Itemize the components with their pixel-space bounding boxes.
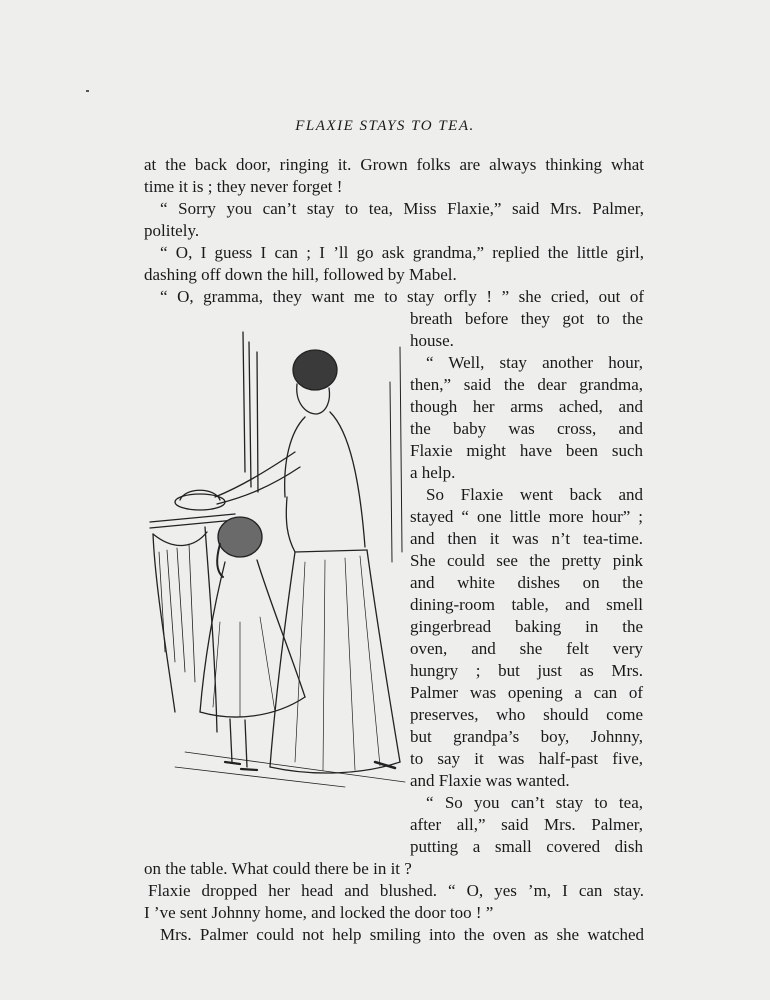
- text-line: “ Sorry you can’t stay to tea, Miss Flaxie,” said Mrs. Palmer,: [160, 199, 644, 218]
- text-line: So Flaxie went back and: [426, 485, 643, 504]
- text-line: a help.: [410, 463, 456, 482]
- text-line: on the table. What could there be in it ?: [144, 859, 412, 878]
- text-line: Mrs. Palmer could not help smiling into the oven as she watched: [160, 925, 644, 944]
- text-line: “ O, gramma, they want me to stay orfly ! ” she cried, out of: [160, 287, 644, 306]
- text-line: and Flaxie was wanted.: [410, 771, 570, 790]
- ink-speck: [86, 90, 89, 92]
- text-line: “ Well, stay another hour,: [426, 353, 643, 372]
- text-line: after all,” said Mrs. Palmer,: [410, 815, 643, 834]
- text-line: gingerbread baking in the: [410, 617, 643, 636]
- text-line: time it is ; they never forget !: [144, 177, 343, 196]
- text-line: She could see the pretty pink: [410, 551, 643, 570]
- engraving-illustration: [145, 322, 410, 792]
- text-line: preserves, who should come: [410, 705, 643, 724]
- text-line: Flaxie might have been such: [410, 441, 643, 460]
- text-line: to say it was half-past five,: [410, 749, 643, 768]
- text-line: then,” said the dear grandma,: [410, 375, 643, 394]
- text-line: putting a small covered dish: [410, 837, 643, 856]
- text-line: hungry ; but just as Mrs.: [410, 661, 643, 680]
- text-line: I ’ve sent Johnny home, and locked the door too ! ”: [144, 903, 494, 922]
- text-line: politely.: [144, 221, 200, 240]
- text-line: stayed “ one little more hour” ;: [410, 507, 643, 526]
- text-line: at the back door, ringing it. Grown folks are always thinking what: [144, 155, 644, 174]
- text-line: but grandpa’s boy, Johnny,: [410, 727, 643, 746]
- text-line: dashing off down the hill, followed by Mabel.: [144, 265, 457, 284]
- text-line: dining-room table, and smell: [410, 595, 643, 614]
- text-line: and white dishes on the: [410, 573, 643, 592]
- text-line: Flaxie dropped her head and blushed. “ O, yes ’m, I can stay.: [148, 881, 644, 900]
- text-line: Palmer was opening a can of: [410, 683, 643, 702]
- text-line: the baby was cross, and: [410, 419, 643, 438]
- text-line: and then it was n’t tea-time.: [410, 529, 643, 548]
- text-line: though her arms ached, and: [410, 397, 643, 416]
- text-line: “ So you can’t stay to tea,: [426, 793, 643, 812]
- text-line: “ O, I guess I can ; I ’ll go ask grandma,” replied the little girl,: [160, 243, 644, 262]
- running-header: FLAXIE STAYS TO TEA.: [295, 118, 475, 134]
- text-line: breath before they got to the: [410, 309, 643, 328]
- text-line: oven, and she felt very: [410, 639, 643, 658]
- text-line: house.: [410, 331, 454, 350]
